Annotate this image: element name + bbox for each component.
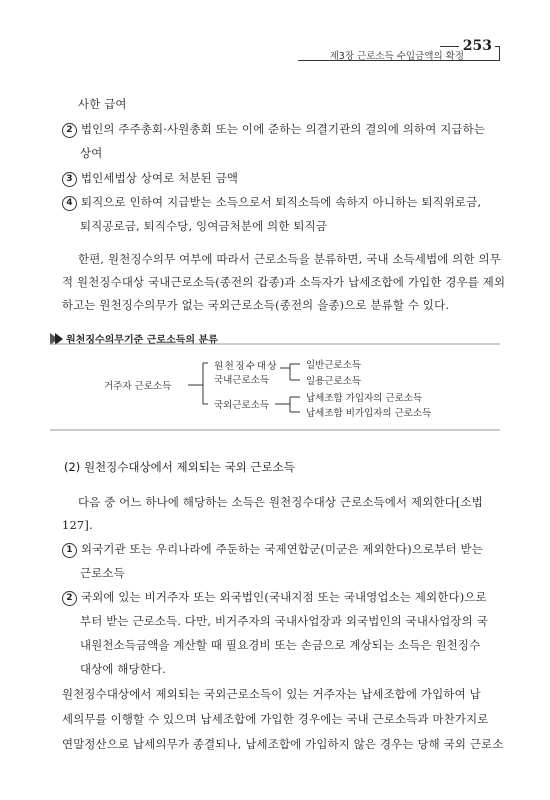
list-continuation: 사한 급여 bbox=[78, 97, 127, 111]
item-number-marker: 2 bbox=[62, 123, 77, 138]
list-item-text: 외국기관 또는 우리나라에 주둔하는 국제연합군(미군은 제외한다)으로부터 받는 bbox=[81, 542, 483, 556]
paragraph-line: 다음 중 어느 하나에 해당하는 소득은 원천징수대상 근로소득에서 제외한다[소법 bbox=[78, 495, 483, 509]
item-number-marker: 3 bbox=[62, 172, 77, 187]
list-item-text: 법인의 주주총회·사원총회 또는 이에 준하는 의결기관의 결의에 의하여 지급하는 bbox=[81, 122, 486, 136]
list-item-text: 퇴직공로금, 퇴직수당, 잉여금처분에 의한 퇴직금 bbox=[80, 219, 327, 233]
diagram-root: 거주자 근로소득 bbox=[104, 381, 172, 392]
paragraph-line: 연말정산으로 납세의무가 종결되나, 납세조합에 가입하지 않은 경우는 당해 국외 근로소 bbox=[62, 737, 504, 751]
list-item bbox=[62, 585, 487, 610]
section-heading: (2) 원천징수대상에서 제외되는 국외 근로소득 bbox=[64, 460, 295, 474]
page-number: 253 bbox=[462, 38, 492, 54]
paragraph-line: 원천징수대상에서 제외되는 국외근로소득이 있는 거주자는 납세조합에 가입하여 납 bbox=[62, 687, 481, 701]
chapter-title: 제3장 근로소득 수입금액의 확정 bbox=[329, 51, 464, 62]
diagram-branch-domestic: 원천징수대상 bbox=[214, 361, 279, 372]
diagram-leaf-member: 납세조합 가입자의 근로소득 bbox=[306, 393, 423, 404]
diagram-branch-domestic-sub: 국내근로소득 bbox=[214, 375, 270, 386]
diagram-leaf-daily: 일용근로소득 bbox=[306, 376, 362, 387]
list-item-text: 내원천소득금액을 계산할 때 필요경비 또는 손금으로 계상되는 소득은 원천징수 bbox=[80, 638, 481, 652]
list-item bbox=[62, 537, 483, 562]
list-item-text: 근로소득 bbox=[80, 566, 125, 580]
diagram-title: 원천징수의무기준 근로소득의 분류 bbox=[50, 331, 218, 346]
paragraph-line: 세의무를 이행할 수 있으며 납세조합에 가입한 경우에는 국내 근로소득과 마찬가지로 bbox=[62, 712, 489, 726]
paragraph-line: 127]. bbox=[62, 518, 93, 532]
diagram-leaf-nonmember: 납세조합 비가입자의 근로소득 bbox=[306, 408, 432, 419]
list-item-text: 대상에 해당한다. bbox=[80, 662, 167, 676]
item-number-marker: 2 bbox=[62, 591, 77, 606]
diagram-branch-foreign: 국외근로소득 bbox=[214, 400, 270, 411]
item-number-marker: 4 bbox=[62, 196, 77, 211]
list-item-text: 부터 받는 근로소득. 다만, 비거주자의 국내사업장과 외국법인의 국내사업장의 국 bbox=[80, 614, 488, 628]
list-item-text: 퇴직으로 인하여 지급받는 소득으로서 퇴직소득에 속하지 아니하는 퇴직위로금, bbox=[81, 195, 482, 209]
list-item-text: 국외에 있는 비거주자 또는 외국법인(국내지점 또는 국내영업소는 제외한다)으로 bbox=[81, 590, 487, 604]
item-number-marker: 1 bbox=[62, 543, 77, 558]
paragraph-line: 적 원천징수대상 국내근로소득(종전의 갑종)과 소득자가 납세조합에 가입한 경우를 제외 bbox=[62, 275, 506, 289]
paragraph-line: 한편, 원천징수의무 여부에 따라서 근로소득을 분류하면, 국내 소득세법에 의한 의무 bbox=[78, 252, 501, 266]
list-item-text: 상여 bbox=[80, 146, 103, 160]
diagram-leaf-general: 일반근로소득 bbox=[306, 360, 362, 371]
list-item-text: 법인세법상 상여로 처분된 금액 bbox=[81, 171, 239, 185]
paragraph-line: 하고는 원천징수의무가 없는 국외근로소득(종전의 을종)으로 분류할 수 있다. bbox=[62, 298, 450, 312]
